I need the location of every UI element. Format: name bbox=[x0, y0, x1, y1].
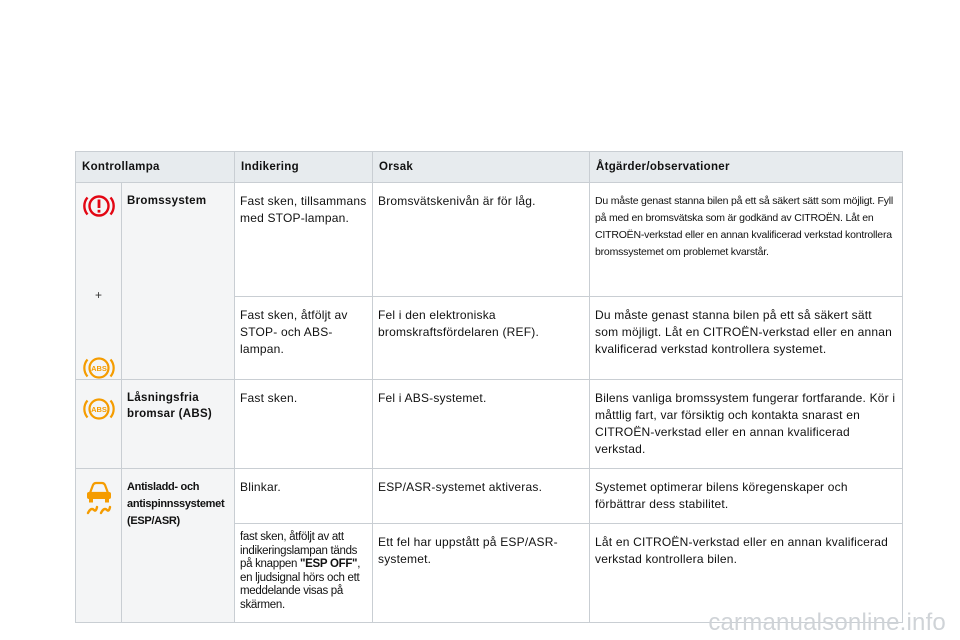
indication-text-a: fast sken, åtföljt av att indikeringslampan tänds på knappen bbox=[240, 531, 358, 570]
abs-icon bbox=[82, 353, 116, 383]
indication-cell: Fast sken. bbox=[235, 380, 373, 469]
cause-cell: Ett fel har uppstått på ESP/ASR-systemet. bbox=[373, 524, 590, 623]
table-row bbox=[76, 380, 903, 469]
indication-text-c: , en ljudsignal hörs och ett meddelande visas på skärmen. bbox=[240, 558, 361, 611]
cause-cell: Bromsvätskenivån är för låg. bbox=[373, 183, 590, 297]
action-cell: Bilens vanliga bromssystem fungerar fortfarande. Kör i måttlig fart, var försiktig och kontakta snarast en CITROËN-verkstad eller en annan kvalificerad verkstad. bbox=[590, 380, 903, 469]
action-cell: Du måste genast stanna bilen på ett så säkert sätt som möjligt. Låt en CITROËN-verkstad eller en annan kvalificerad verkstad kontrollera systemet. bbox=[590, 297, 903, 380]
cause-cell: Fel i ABS-systemet. bbox=[373, 380, 590, 469]
action-cell: Systemet optimerar bilens köregenskaper och förbättrar dess stabilitet. bbox=[590, 469, 903, 524]
name-esp: Antisladd- och antispinnssystemet (ESP/ASR) bbox=[122, 469, 235, 623]
warning-lamps-table bbox=[75, 151, 903, 623]
esp-icon-cell bbox=[76, 469, 122, 623]
table-row bbox=[76, 469, 903, 524]
plus-sign: + bbox=[94, 288, 102, 302]
table-row bbox=[76, 183, 903, 297]
cause-cell: Fel i den elektroniska bromskraftsfördelaren (REF). bbox=[373, 297, 590, 380]
svg-text:ABS: ABS bbox=[91, 364, 107, 373]
indication-cell: Fast sken, åtföljt av STOP- och ABS-lampan. bbox=[235, 297, 373, 380]
svg-text:ABS: ABS bbox=[91, 405, 107, 414]
action-cell: Låt en CITROËN-verkstad eller en annan kvalificerad verkstad kontrollera bilen. bbox=[590, 524, 903, 623]
brake-icon-cell bbox=[76, 183, 122, 380]
table-header-row bbox=[76, 152, 903, 183]
watermark: carmanualsonline.info bbox=[708, 609, 946, 636]
name-abs: Låsningsfria bromsar (ABS) bbox=[122, 380, 235, 469]
brake-warning-icon bbox=[82, 191, 116, 221]
header-atgarder: Åtgärder/observationer bbox=[590, 152, 903, 183]
indication-cell: Blinkar. bbox=[235, 469, 373, 524]
header-orsak: Orsak bbox=[373, 152, 590, 183]
header-indikering: Indikering bbox=[235, 152, 373, 183]
indication-cell: Fast sken, tillsammans med STOP-lampan. bbox=[235, 183, 373, 297]
header-kontrollampa: Kontrollampa bbox=[76, 152, 235, 183]
abs-icon-cell bbox=[76, 380, 122, 469]
action-cell: Du måste genast stanna bilen på ett så säkert sätt som möjligt. Fyll på med en bromsvätska som är godkänd av CITROËN. Låt en CITROËN-verkstad eller en annan kvalificerad verkstad kontrollera bromssystemet om problemet kvarstår. bbox=[590, 183, 903, 297]
name-bromssystem: Bromssystem bbox=[122, 183, 235, 380]
esp-skid-icon bbox=[82, 477, 116, 515]
abs-icon bbox=[82, 394, 116, 424]
esp-off-label: "ESP OFF" bbox=[300, 558, 358, 570]
cause-cell: ESP/ASR-systemet aktiveras. bbox=[373, 469, 590, 524]
indication-cell bbox=[235, 524, 373, 623]
